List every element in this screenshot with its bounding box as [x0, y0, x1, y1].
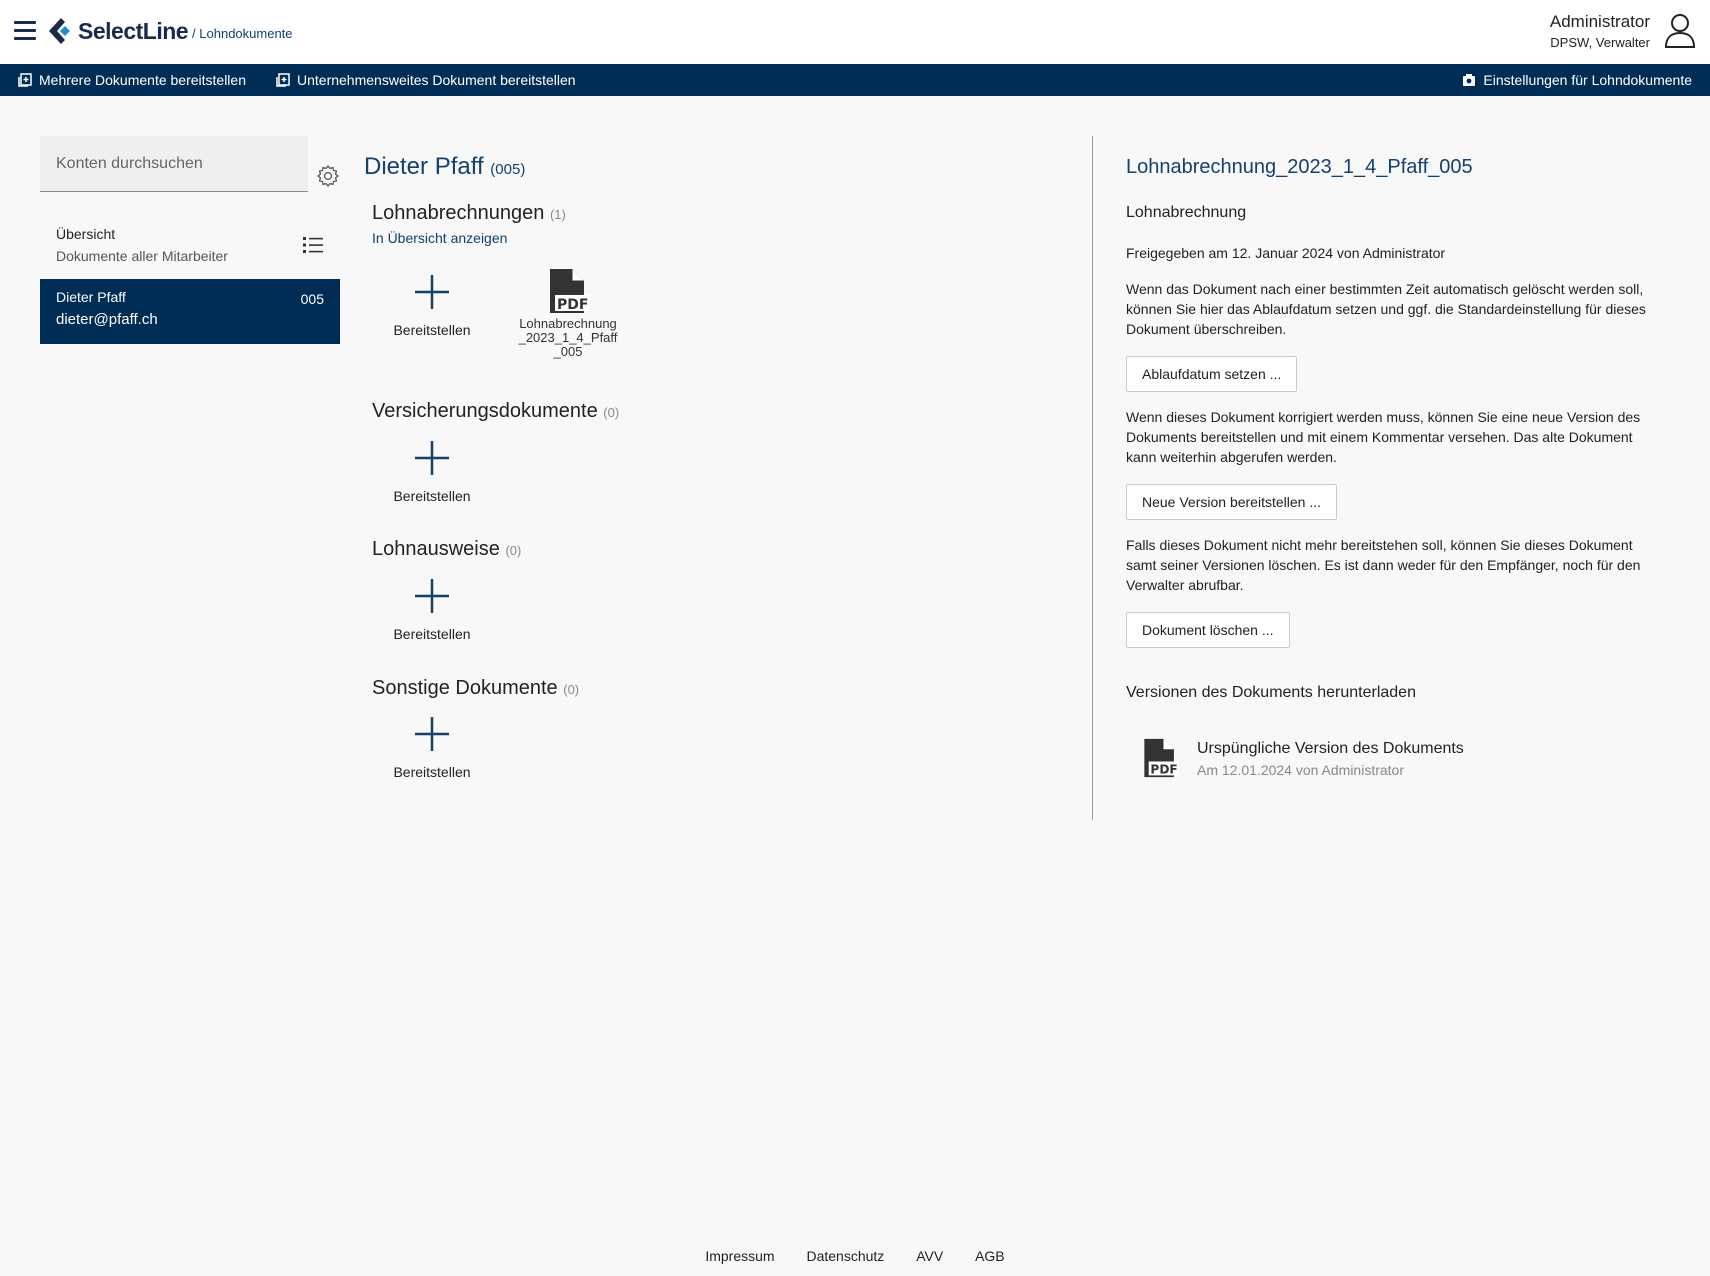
version-download-item[interactable]	[1140, 736, 1580, 784]
multi-provide-button[interactable]	[18, 64, 246, 96]
action-bar	[0, 64, 1710, 96]
provide-label: Bereitstellen	[393, 764, 471, 780]
footer	[0, 1248, 1710, 1264]
settings-icon	[1462, 73, 1476, 87]
footer-link-agb[interactable]: AGB	[975, 1248, 1005, 1264]
logo[interactable]	[48, 17, 293, 45]
company-provide-label: Unternehmensweites Dokument bereitstellen	[297, 72, 576, 88]
pdf-file-icon	[545, 268, 591, 314]
svg-text:PDF: PDF	[1150, 762, 1178, 777]
overview-subtitle: Dokumente aller Mitarbeiter	[56, 248, 228, 264]
company-provide-button[interactable]	[276, 64, 576, 96]
provide-label: Bereitstellen	[393, 626, 471, 642]
section-count: (0)	[563, 682, 580, 697]
document-name: Lohnabrechnung_2023_1_4_Pfaff_005	[518, 316, 618, 359]
section-title-versicherungsdokumente: Versicherungsdokumente (0)	[372, 400, 620, 422]
sidebar-item-employee[interactable]	[40, 279, 340, 344]
section-count: (1)	[549, 207, 566, 222]
user-role: DPSW, Verwalter	[1550, 35, 1650, 50]
set-expiry-button[interactable]: Ablaufdatum setzen ...	[1126, 356, 1297, 392]
downloads-heading: Versionen des Dokuments herunterladen	[1126, 684, 1416, 701]
overview-title: Übersicht	[56, 226, 116, 242]
document-detail-title: Lohnabrechnung_2023_1_4_Pfaff_005	[1126, 156, 1473, 178]
release-info: Freigegeben am 12. Januar 2024 von Administrator	[1126, 245, 1446, 261]
multi-provide-label: Mehrere Dokumente bereitstellen	[39, 72, 246, 88]
plus-icon	[412, 576, 452, 616]
section-title-lohnabrechnungen: Lohnabrechnungen (1)	[372, 202, 566, 224]
hamburger-icon[interactable]	[14, 21, 36, 41]
provide-tile-lohnausweise[interactable]	[377, 576, 487, 642]
pdf-file-icon	[1140, 738, 1180, 778]
gear-icon[interactable]	[316, 164, 340, 188]
employee-email: dieter@pfaff.ch	[56, 311, 158, 328]
employee-title-number: (005)	[490, 161, 526, 178]
employee-title-name: Dieter Pfaff	[364, 153, 484, 180]
svg-text:PDF: PDF	[557, 297, 589, 313]
panel-divider	[1092, 136, 1093, 820]
provide-tile-sonstige-dokumente[interactable]	[377, 714, 487, 780]
section-title-lohnausweise: Lohnausweise (0)	[372, 538, 522, 560]
document-tile[interactable]	[513, 268, 623, 359]
version-title: Urspüngliche Version des Dokuments	[1197, 740, 1464, 757]
sidebar-item-overview[interactable]	[40, 218, 340, 278]
add-document-icon	[18, 73, 32, 87]
brand-name: SelectLine	[78, 18, 189, 44]
footer-link-impressum[interactable]: Impressum	[705, 1248, 775, 1264]
expiry-description: Wenn das Dokument nach einer bestimmten Zeit automatisch gelöscht werden soll, können Sie hier das Ablaufdatum setzen und ggf. die Standardeinstellung für dieses Dokument überschreiben.	[1126, 281, 1646, 337]
plus-icon	[412, 272, 452, 312]
provide-label: Bereitstellen	[393, 488, 471, 504]
provide-tile-versicherungsdokumente[interactable]	[377, 438, 487, 504]
show-in-overview-link[interactable]: In Übersicht anzeigen	[372, 230, 508, 246]
version-meta: Am 12.01.2024 von Administrator	[1197, 762, 1405, 778]
selectline-logo-icon	[48, 17, 74, 45]
footer-link-avv[interactable]: AVV	[916, 1248, 944, 1264]
section-title-sonstige-dokumente: Sonstige Dokumente (0)	[372, 677, 580, 699]
top-bar	[0, 0, 1710, 64]
page-title	[364, 153, 525, 181]
employee-name: Dieter Pfaff	[56, 289, 126, 305]
settings-button[interactable]	[1462, 64, 1692, 96]
account-search-input[interactable]	[40, 136, 308, 191]
delete-document-button[interactable]: Dokument löschen ...	[1126, 612, 1290, 648]
new-version-description: Wenn dieses Dokument korrigiert werden muss, können Sie eine neue Version des Dokuments bereitstellen und mit einem Kommentar versehen. Das alte Dokument kann weiterhin abgerufen werden.	[1126, 409, 1641, 465]
provide-label: Bereitstellen	[393, 322, 471, 338]
app-subtitle: / Lohndokumente	[192, 26, 293, 41]
plus-icon	[412, 438, 452, 478]
user-icon[interactable]	[1664, 13, 1696, 49]
section-count: (0)	[603, 405, 620, 420]
footer-link-datenschutz[interactable]: Datenschutz	[806, 1248, 885, 1264]
user-info[interactable]	[1550, 12, 1650, 50]
document-type: Lohnabrechnung	[1126, 204, 1247, 221]
section-count: (0)	[505, 543, 522, 558]
new-version-button[interactable]: Neue Version bereitstellen ...	[1126, 484, 1337, 520]
list-icon	[302, 235, 324, 255]
provide-tile-lohnabrechnungen[interactable]	[377, 272, 487, 338]
add-document-icon	[276, 73, 290, 87]
delete-description: Falls dieses Dokument nicht mehr bereitstehen soll, können Sie dieses Dokument samt seiner Versionen löschen. Es ist dann weder für den Empfänger, noch für den Verwalter abrufbar.	[1126, 537, 1641, 593]
user-name: Administrator	[1549, 12, 1650, 31]
settings-label: Einstellungen für Lohndokumente	[1483, 72, 1692, 88]
account-search-field[interactable]	[40, 136, 308, 192]
plus-icon	[412, 714, 452, 754]
employee-number: 005	[300, 291, 324, 307]
